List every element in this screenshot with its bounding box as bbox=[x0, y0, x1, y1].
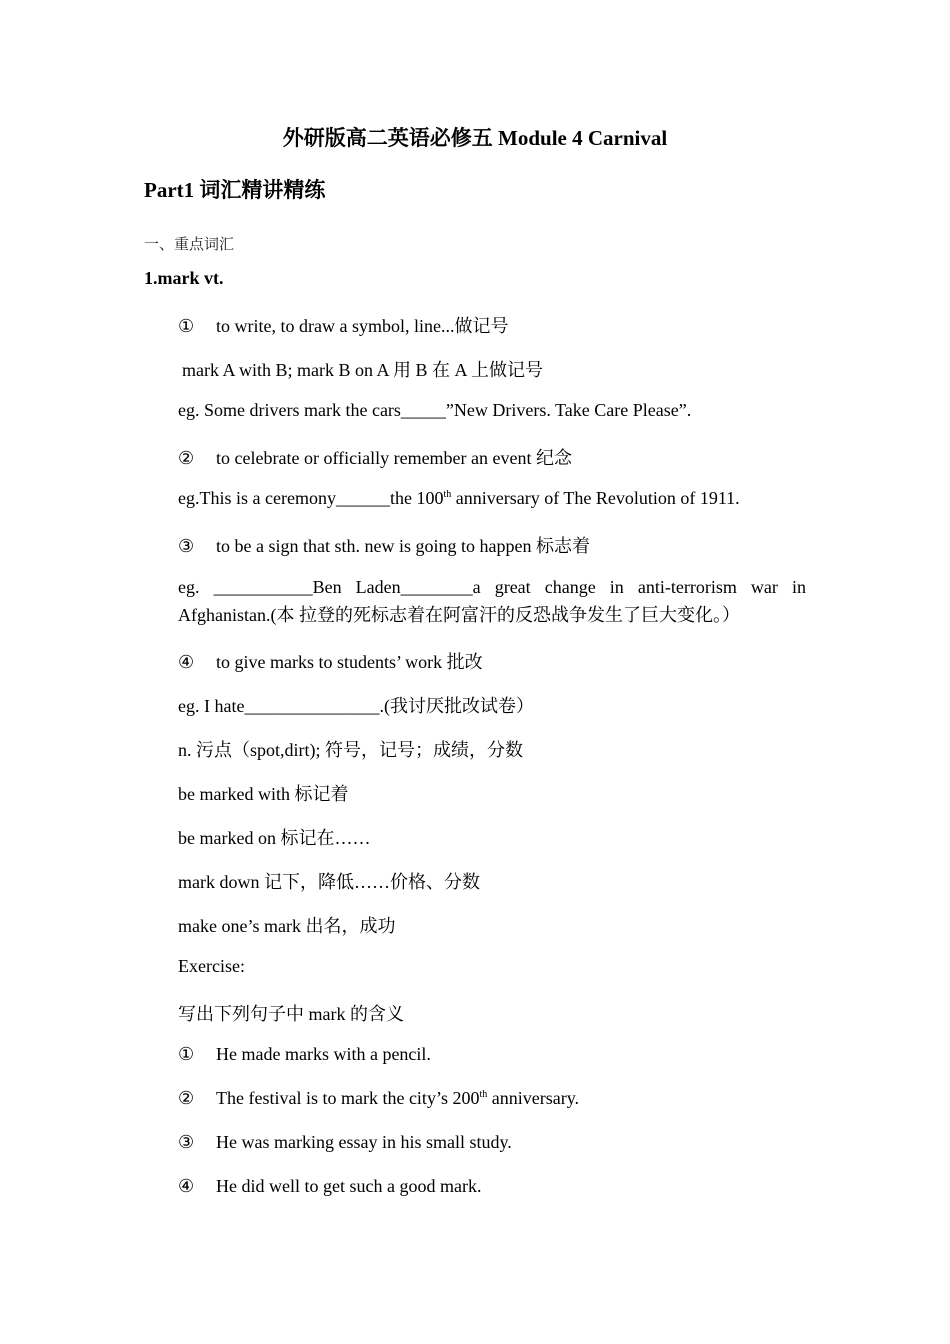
exercise-item-3 bbox=[178, 1132, 512, 1153]
circled-number: ④ bbox=[178, 1176, 195, 1196]
usage-line: mark A with B; mark B on A 用 B 在 A 上做记号 bbox=[182, 360, 544, 380]
definition-2 bbox=[178, 444, 572, 470]
definition-4 bbox=[178, 648, 483, 674]
part-heading: Part1 词汇精讲精练 bbox=[144, 178, 326, 202]
superscript: th bbox=[479, 1089, 488, 1100]
definition-1 bbox=[178, 312, 508, 338]
example-line: eg. I hate_______________.(我讨厌批改试卷） bbox=[178, 696, 534, 716]
phrase-line: be marked on 标记在…… bbox=[178, 828, 371, 848]
definition-text: to write, to draw a symbol, line...做记号 bbox=[216, 316, 509, 336]
circled-number: ④ bbox=[178, 652, 195, 672]
example-text: eg.This is a ceremony______the 100 bbox=[178, 488, 444, 508]
example-text: anniversary of The Revolution of 1911. bbox=[451, 488, 740, 508]
document-title: 外研版高二英语必修五 Module 4 Carnival bbox=[282, 126, 668, 150]
exercise-item-4 bbox=[178, 1176, 481, 1197]
superscript: th bbox=[443, 489, 452, 500]
definition-3 bbox=[178, 532, 590, 558]
exercise-instruction: 写出下列句子中 mark 的含义 bbox=[178, 1004, 404, 1024]
phrase-line: be marked with 标记着 bbox=[178, 784, 349, 804]
example-line: eg. Some drivers mark the cars_____”New Drivers. Take Care Please”. bbox=[178, 400, 692, 420]
exercise-text: He made marks with a pencil. bbox=[216, 1044, 431, 1064]
word-heading: 1.mark vt. bbox=[144, 268, 224, 288]
circled-number: ③ bbox=[178, 1132, 195, 1152]
noun-meaning: n. 污点（spot,dirt); 符号，记号；成绩，分数 bbox=[178, 740, 523, 760]
exercise-text: He was marking essay in his small study. bbox=[216, 1132, 512, 1152]
circled-number: ② bbox=[178, 1088, 195, 1108]
exercise-heading: Exercise: bbox=[178, 956, 245, 976]
definition-text: to give marks to students’ work 批改 bbox=[216, 652, 483, 672]
exercise-text: The festival is to mark the city’s 200 bbox=[216, 1088, 480, 1108]
phrase-line: make one’s mark 出名，成功 bbox=[178, 916, 396, 936]
circled-number: ③ bbox=[178, 536, 195, 556]
exercise-item-1 bbox=[178, 1044, 431, 1065]
circled-number: ① bbox=[178, 316, 195, 336]
circled-number: ① bbox=[178, 1044, 195, 1064]
exercise-item-2 bbox=[178, 1088, 579, 1109]
definition-text: to celebrate or officially remember an event 纪念 bbox=[216, 448, 573, 468]
exercise-text: He did well to get such a good mark. bbox=[216, 1176, 482, 1196]
circled-number: ② bbox=[178, 448, 195, 468]
section-heading: 一、重点词汇 bbox=[144, 235, 235, 253]
example-line bbox=[178, 488, 740, 509]
phrase-line: mark down 记下，降低……价格、分数 bbox=[178, 872, 480, 892]
exercise-text: anniversary. bbox=[487, 1088, 580, 1108]
example-paragraph: eg. ___________Ben Laden________a great change in anti-terrorism war in Afghanistan.(本 拉登的死标志着在阿富汗的反恐战争发生了巨大变化。） bbox=[178, 577, 806, 625]
definition-text: to be a sign that sth. new is going to happen 标志着 bbox=[216, 536, 590, 556]
